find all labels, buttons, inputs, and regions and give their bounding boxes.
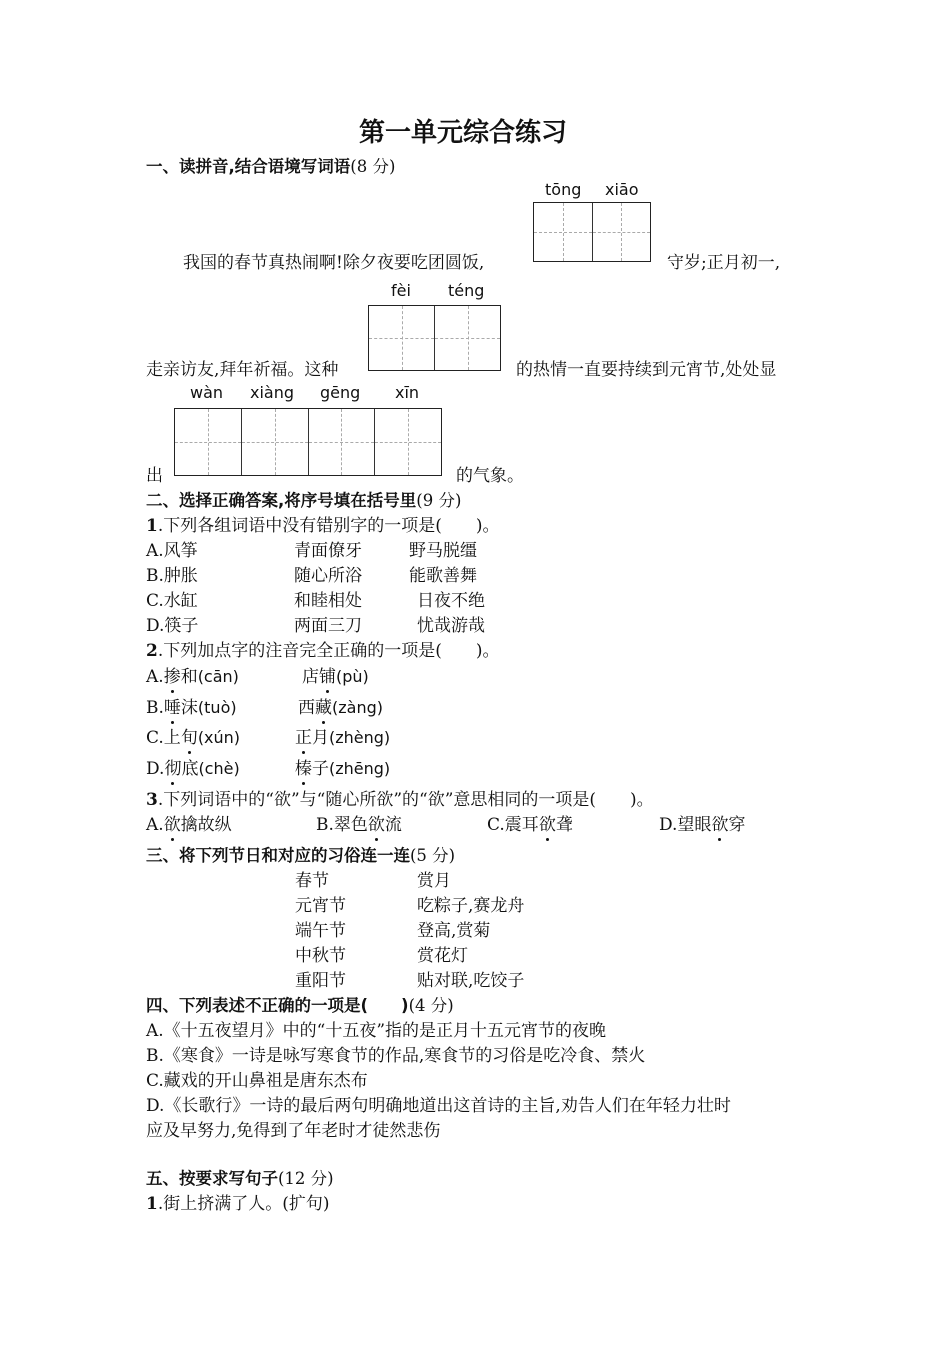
answer-box-1[interactable] xyxy=(533,202,651,262)
q1-option-b-word2: 随心所浴 xyxy=(294,566,362,586)
s4-option-d: D.《长歌行》一诗的最后两句明确地道出这首诗的主旨,劝告人们在年轻力壮时 xyxy=(146,1096,731,1116)
custom-1[interactable]: 赏月 xyxy=(417,871,451,891)
section-3-heading: 三、将下列节日和对应的习俗连一连(5 分) xyxy=(146,846,456,865)
q1-option-d-word3: 忧哉游哉 xyxy=(417,616,485,636)
question-2-2: 2.下列加点字的注音完全正确的一项是( )。 xyxy=(146,641,500,661)
pinyin-1a: tōng xyxy=(545,180,582,199)
q2-option-a-right: 店铺(pù) xyxy=(302,667,369,687)
festival-2[interactable]: 元宵节 xyxy=(295,896,346,916)
pinyin-3b: xiàng xyxy=(250,383,295,402)
s4-option-d-cont: 应及早努力,免得到了年老时才徒然悲伤 xyxy=(146,1121,441,1141)
section-2-heading: 二、选择正确答案,将序号填在括号里(9 分) xyxy=(146,491,462,510)
pinyin-2b: téng xyxy=(448,281,485,300)
q2-option-c-left: C.上旬(xún) xyxy=(146,728,241,748)
q2-option-c-right: 正月(zhèng) xyxy=(295,728,391,748)
passage-line-3-start: 出 xyxy=(146,466,163,486)
q2-option-d-right: 榛子(zhēng) xyxy=(295,759,391,779)
q1-option-c-word2: 和睦相处 xyxy=(294,591,362,611)
pinyin-1b: xiāo xyxy=(605,180,639,199)
q2-option-b-left: B.唾沫(tuò) xyxy=(146,698,237,718)
q1-option-d-word2: 两面三刀 xyxy=(294,616,362,636)
q1-option-c: C.水缸 xyxy=(146,591,198,611)
q1-option-c-word3: 日夜不绝 xyxy=(417,591,485,611)
passage-line-2-start: 走亲访友,拜年祈福。这种 xyxy=(146,360,339,380)
pinyin-3a: wàn xyxy=(190,383,224,402)
answer-box-3[interactable] xyxy=(174,408,442,476)
passage-line-3-end: 的气象。 xyxy=(456,466,524,486)
question-2-1: 1.下列各组词语中没有错别字的一项是( )。 xyxy=(146,516,500,536)
q2-option-d-left: D.彻底(chè) xyxy=(146,759,240,779)
section-5-heading: 五、按要求写句子(12 分) xyxy=(146,1169,334,1188)
q2-option-a-left: A.掺和(cān) xyxy=(146,667,239,687)
q1-option-b-word3: 能歌善舞 xyxy=(409,566,477,586)
custom-5[interactable]: 贴对联,吃饺子 xyxy=(417,971,525,991)
pinyin-3d: xīn xyxy=(395,383,420,402)
s4-option-b: B.《寒食》一诗是咏写寒食节的作品,寒食节的习俗是吃冷食、禁火 xyxy=(146,1046,646,1066)
q2-option-b-right: 西藏(zàng) xyxy=(298,698,383,718)
passage-line-1-start: 我国的春节真热闹啊!除夕夜要吃团圆饭, xyxy=(183,253,485,273)
question-2-3: 3.下列词语中的“欲”与“随心所欲”的“欲”意思相同的一项是( )。 xyxy=(146,790,654,810)
q1-option-a-word3: 野马脱缰 xyxy=(409,541,477,561)
question-5-1: 1.街上挤满了人。(扩句) xyxy=(146,1194,330,1214)
pinyin-3c: gēng xyxy=(320,383,361,402)
q3-option-c: C.震耳欲聋 xyxy=(487,815,573,835)
s4-option-a: A.《十五夜望月》中的“十五夜”指的是正月十五元宵节的夜晚 xyxy=(146,1021,607,1041)
festival-4[interactable]: 中秋节 xyxy=(295,946,346,966)
festival-1[interactable]: 春节 xyxy=(295,871,329,891)
q3-option-b: B.翠色欲流 xyxy=(316,815,402,835)
q3-option-d: D.望眼欲穿 xyxy=(659,815,746,835)
festival-5[interactable]: 重阳节 xyxy=(295,971,346,991)
passage-line-2-end: 的热情一直要持续到元宵节,处处显 xyxy=(516,360,777,380)
page-title: 第一单元综合练习 xyxy=(359,118,568,148)
answer-box-2[interactable] xyxy=(368,305,501,371)
q1-option-b: B.肿胀 xyxy=(146,566,198,586)
custom-2[interactable]: 吃粽子,赛龙舟 xyxy=(417,896,525,916)
q3-option-a: A.欲擒故纵 xyxy=(146,815,232,835)
q1-option-a-word2: 青面僚牙 xyxy=(294,541,362,561)
q1-option-a: A.风筝 xyxy=(146,541,198,561)
q1-option-d: D.筷子 xyxy=(146,616,199,636)
s4-option-c: C.藏戏的开山鼻祖是唐东杰布 xyxy=(146,1071,368,1091)
section-4-heading: 四、下列表述不正确的一项是( )(4 分) xyxy=(146,996,454,1015)
pinyin-2a: fèi xyxy=(391,281,411,300)
custom-4[interactable]: 赏花灯 xyxy=(417,946,468,966)
section-1-heading: 一、读拼音,结合语境写词语(8 分) xyxy=(146,157,396,176)
passage-line-1-end: 守岁;正月初一, xyxy=(667,253,781,273)
custom-3[interactable]: 登高,赏菊 xyxy=(417,921,491,941)
festival-3[interactable]: 端午节 xyxy=(295,921,346,941)
